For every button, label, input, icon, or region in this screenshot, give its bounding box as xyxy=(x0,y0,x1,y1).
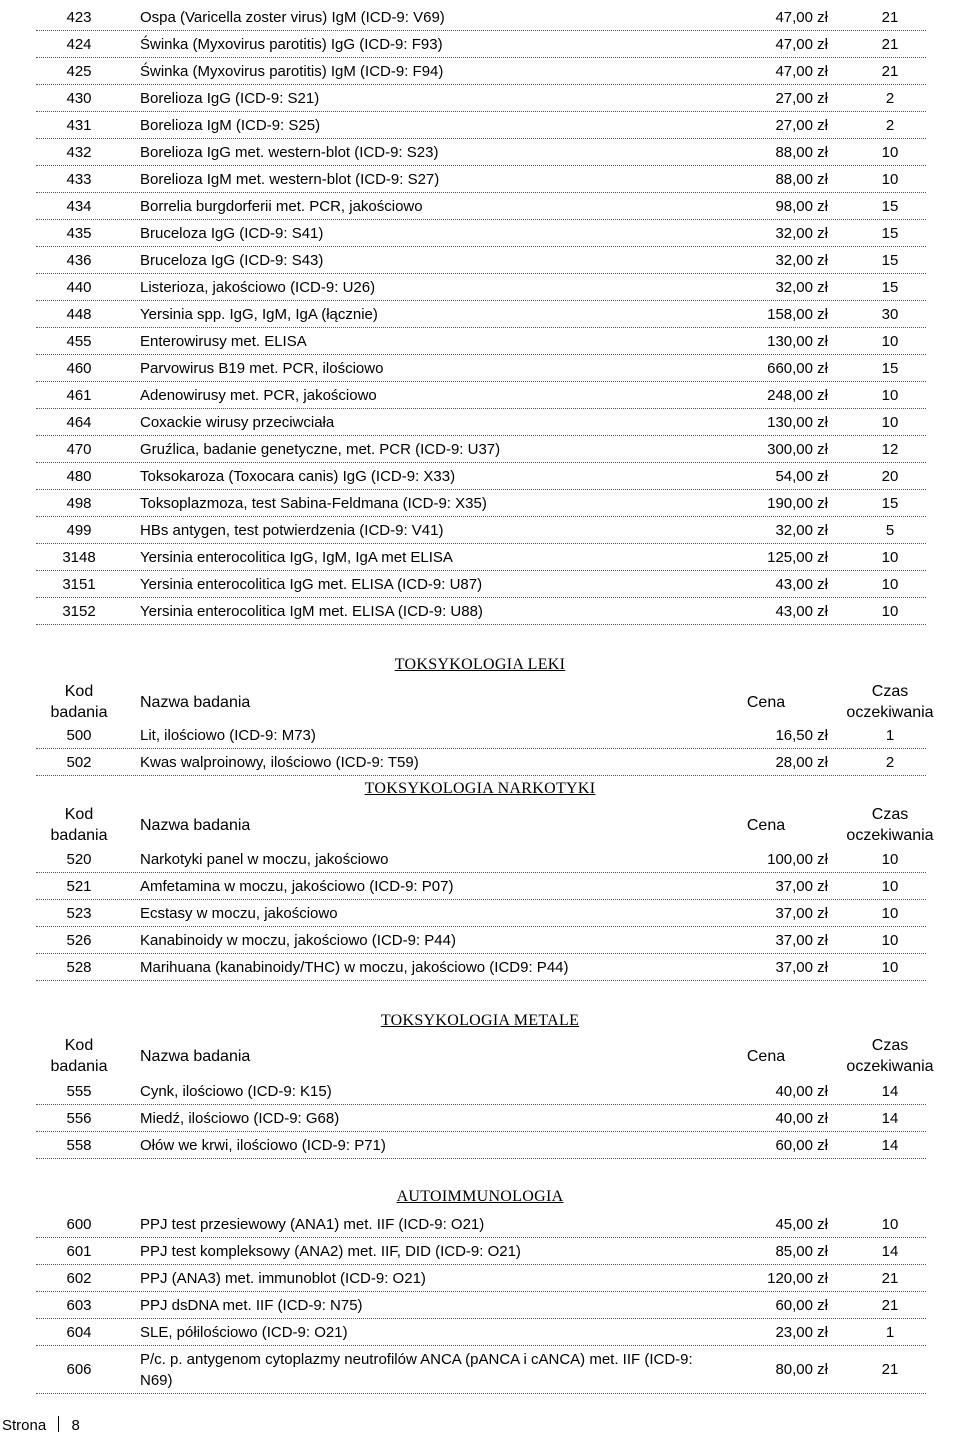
cell-code: 424 xyxy=(66,35,92,53)
cell-name: Borelioza IgM met. western-blot (ICD-9: S27) xyxy=(140,170,440,188)
cell-code: 558 xyxy=(66,1136,92,1154)
table-row xyxy=(36,722,926,749)
table-row xyxy=(36,31,926,58)
cell-price: 158,00 zł xyxy=(767,305,828,323)
cell-time: 5 xyxy=(885,521,895,539)
cell-time: 10 xyxy=(881,413,899,431)
cell-code: 523 xyxy=(66,904,92,922)
cell-time: 21 xyxy=(881,62,899,80)
cell-price: 660,00 zł xyxy=(767,359,828,377)
cell-time: 10 xyxy=(881,904,899,922)
cell-name: PPJ test kompleksowy (ANA2) met. IIF, DID (ICD-9: O21) xyxy=(140,1242,521,1260)
table-header xyxy=(36,803,934,847)
cell-price: 28,00 zł xyxy=(775,753,828,771)
cell-name: Yersinia enterocolitica IgG met. ELISA (ICD-9: U87) xyxy=(140,575,483,593)
cell-price: 98,00 zł xyxy=(775,197,828,215)
cell-name: P/c. p. antygenom cytoplazmy neutrofilów ANCA (pANCA i cANCA) met. IIF (ICD-9: N69) xyxy=(140,1350,693,1389)
cell-time: 14 xyxy=(881,1082,899,1100)
cell-code: 480 xyxy=(66,467,92,485)
cell-name: Cynk, ilościowo (ICD-9: K15) xyxy=(140,1082,332,1100)
cell-name: Listerioza, jakościowo (ICD-9: U26) xyxy=(140,278,376,296)
cell-price: 85,00 zł xyxy=(775,1242,828,1260)
cell-name: Bruceloza IgG (ICD-9: S43) xyxy=(140,251,324,269)
cell-price: 54,00 zł xyxy=(775,467,828,485)
cell-code: 498 xyxy=(66,494,92,512)
cell-name: Świnka (Myxovirus parotitis) IgG (ICD-9: F93) xyxy=(140,35,443,53)
table-row xyxy=(36,1211,926,1238)
cell-price: 37,00 zł xyxy=(775,877,828,895)
header-name: Nazwa badania xyxy=(140,1047,251,1065)
header-price: Cena xyxy=(746,1047,786,1065)
cell-price: 27,00 zł xyxy=(775,89,828,107)
cell-code: 434 xyxy=(66,197,92,215)
test-table-leki xyxy=(36,722,926,776)
cell-time: 10 xyxy=(881,877,899,895)
cell-price: 16,50 zł xyxy=(775,726,828,744)
table-row xyxy=(36,112,926,139)
cell-time: 10 xyxy=(881,958,899,976)
cell-price: 60,00 zł xyxy=(775,1136,828,1154)
cell-name: Yersinia spp. IgG, IgM, IgA (łącznie) xyxy=(140,305,378,323)
table-row xyxy=(36,274,926,301)
header-code: Kod badania xyxy=(50,806,108,844)
cell-price: 40,00 zł xyxy=(775,1109,828,1127)
page-footer xyxy=(2,1416,80,1434)
cell-price: 100,00 zł xyxy=(767,850,828,868)
cell-time: 12 xyxy=(881,440,899,458)
cell-time: 10 xyxy=(881,575,899,593)
cell-code: 602 xyxy=(66,1269,92,1287)
cell-time: 21 xyxy=(881,35,899,53)
cell-name: Borelioza IgG (ICD-9: S21) xyxy=(140,89,320,107)
cell-time: 14 xyxy=(881,1109,899,1127)
cell-time: 1 xyxy=(885,1323,895,1341)
table-row xyxy=(36,328,926,355)
page-number: 8 xyxy=(71,1417,80,1434)
cell-code: 600 xyxy=(66,1215,92,1233)
cell-name: PPJ test przesiewowy (ANA1) met. IIF (ICD-9: O21) xyxy=(140,1215,485,1233)
table-row xyxy=(36,355,926,382)
cell-price: 43,00 zł xyxy=(775,575,828,593)
cell-time: 21 xyxy=(881,1269,899,1287)
header-time: Czas oczekiwania xyxy=(846,1037,934,1075)
cell-price: 37,00 zł xyxy=(775,958,828,976)
table-row xyxy=(36,873,926,900)
cell-code: 603 xyxy=(66,1296,92,1314)
cell-price: 47,00 zł xyxy=(775,62,828,80)
cell-name: Bruceloza IgG (ICD-9: S41) xyxy=(140,224,324,242)
cell-code: 500 xyxy=(66,726,92,744)
cell-time: 10 xyxy=(881,143,899,161)
cell-price: 40,00 zł xyxy=(775,1082,828,1100)
cell-time: 21 xyxy=(881,1296,899,1314)
cell-code: 430 xyxy=(66,89,92,107)
cell-price: 32,00 zł xyxy=(775,251,828,269)
cell-time: 10 xyxy=(881,548,899,566)
table-header xyxy=(36,1034,934,1078)
cell-code: 440 xyxy=(66,278,92,296)
cell-code: 601 xyxy=(66,1242,92,1260)
cell-time: 15 xyxy=(881,224,899,242)
cell-name: Coxackie wirusy przeciwciała xyxy=(140,413,335,431)
cell-code: 499 xyxy=(66,521,92,539)
section-title-autoimmunologia: AUTOIMMUNOLOGIA xyxy=(396,1188,564,1205)
cell-code: 555 xyxy=(66,1082,92,1100)
cell-name: Ospa (Varicella zoster virus) IgM (ICD-9: V69) xyxy=(140,8,445,26)
cell-code: 526 xyxy=(66,931,92,949)
table-row xyxy=(36,490,926,517)
footer-label: Strona xyxy=(2,1417,47,1434)
cell-name: Borrelia burgdorferii met. PCR, jakościowo xyxy=(140,197,423,215)
table-header xyxy=(36,680,934,724)
cell-code: 604 xyxy=(66,1323,92,1341)
table-row xyxy=(36,1265,926,1292)
cell-name: Adenowirusy met. PCR, jakościowo xyxy=(140,386,377,404)
cell-name: Amfetamina w moczu, jakościowo (ICD-9: P07) xyxy=(140,877,454,895)
table-row xyxy=(36,1132,926,1159)
cell-name: HBs antygen, test potwierdzenia (ICD-9: V41) xyxy=(140,521,444,539)
cell-name: Ecstasy w moczu, jakościowo xyxy=(140,904,338,922)
table-row xyxy=(36,1105,926,1132)
table-row xyxy=(36,58,926,85)
cell-code: 521 xyxy=(66,877,92,895)
table-row xyxy=(36,749,926,776)
table-row xyxy=(36,301,926,328)
table-row xyxy=(36,1238,926,1265)
cell-time: 14 xyxy=(881,1136,899,1154)
cell-code: 433 xyxy=(66,170,92,188)
cell-name: Yersinia enterocolitica IgM met. ELISA (ICD-9: U88) xyxy=(140,602,483,620)
cell-name: Toksoplazmoza, test Sabina-Feldmana (ICD-9: X35) xyxy=(140,494,487,512)
cell-code: 3152 xyxy=(62,602,96,620)
cell-code: 556 xyxy=(66,1109,92,1127)
cell-time: 10 xyxy=(881,931,899,949)
table-row xyxy=(36,1292,926,1319)
table-row xyxy=(36,1078,926,1105)
cell-name: Kanabinoidy w moczu, jakościowo (ICD-9: P44) xyxy=(140,931,456,949)
cell-time: 20 xyxy=(881,467,899,485)
table-row xyxy=(36,166,926,193)
cell-price: 45,00 zł xyxy=(775,1215,828,1233)
test-table-metale xyxy=(36,1078,926,1159)
table-row xyxy=(36,382,926,409)
cell-price: 43,00 zł xyxy=(775,602,828,620)
cell-code: 435 xyxy=(66,224,92,242)
cell-code: 436 xyxy=(66,251,92,269)
table-row xyxy=(36,1346,926,1394)
cell-time: 2 xyxy=(885,116,895,134)
cell-time: 15 xyxy=(881,278,899,296)
cell-price: 32,00 zł xyxy=(775,521,828,539)
table-row xyxy=(36,463,926,490)
footer-separator xyxy=(58,1416,59,1432)
cell-name: Miedź, ilościowo (ICD-9: G68) xyxy=(140,1109,340,1127)
cell-time: 10 xyxy=(881,332,899,350)
table-row xyxy=(36,954,926,981)
cell-name: PPJ (ANA3) met. immunoblot (ICD-9: O21) xyxy=(140,1269,426,1287)
cell-code: 461 xyxy=(66,386,92,404)
cell-time: 10 xyxy=(881,602,899,620)
cell-code: 423 xyxy=(66,8,92,26)
cell-time: 10 xyxy=(881,386,899,404)
test-table-narkotyki xyxy=(36,846,926,981)
header-code: Kod badania xyxy=(50,683,108,721)
cell-price: 37,00 zł xyxy=(775,904,828,922)
cell-time: 30 xyxy=(881,305,899,323)
table-row xyxy=(36,598,926,625)
table-row xyxy=(36,139,926,166)
cell-name: Marihuana (kanabinoidy/THC) w moczu, jakościowo (ICD9: P44) xyxy=(140,958,569,976)
cell-name: Enterowirusy met. ELISA xyxy=(140,332,307,350)
table-row xyxy=(36,927,926,954)
cell-price: 125,00 zł xyxy=(767,548,828,566)
cell-price: 248,00 zł xyxy=(767,386,828,404)
table-row xyxy=(36,1319,926,1346)
table-row xyxy=(36,85,926,112)
cell-code: 431 xyxy=(66,116,92,134)
table-row xyxy=(36,517,926,544)
cell-code: 528 xyxy=(66,958,92,976)
cell-code: 520 xyxy=(66,850,92,868)
cell-name: Borelioza IgG met. western-blot (ICD-9: S23) xyxy=(140,143,439,161)
cell-code: 425 xyxy=(66,62,92,80)
cell-name: Toksokaroza (Toxocara canis) IgG (ICD-9: X33) xyxy=(140,467,456,485)
header-name: Nazwa badania xyxy=(140,816,251,834)
cell-name: Ołów we krwi, ilościowo (ICD-9: P71) xyxy=(140,1136,386,1154)
table-row xyxy=(36,193,926,220)
cell-code: 448 xyxy=(66,305,92,323)
cell-time: 10 xyxy=(881,1215,899,1233)
cell-time: 21 xyxy=(881,1361,899,1378)
cell-code: 606 xyxy=(66,1361,92,1378)
cell-name: SLE, półilościowo (ICD-9: O21) xyxy=(140,1323,348,1341)
cell-time: 2 xyxy=(885,89,895,107)
test-table-autoimmunologia xyxy=(36,1211,926,1394)
table-row xyxy=(36,900,926,927)
cell-price: 88,00 zł xyxy=(775,143,828,161)
cell-code: 3148 xyxy=(62,548,96,566)
header-name: Nazwa badania xyxy=(140,693,251,711)
header-time: Czas oczekiwania xyxy=(846,806,934,844)
section-title-toksykologia-narkotyki: TOKSYKOLOGIA NARKOTYKI xyxy=(364,780,596,797)
cell-name: Kwas walproinowy, ilościowo (ICD-9: T59) xyxy=(140,753,419,771)
header-price: Cena xyxy=(746,693,786,711)
cell-name: Lit, ilościowo (ICD-9: M73) xyxy=(140,726,316,744)
cell-time: 10 xyxy=(881,850,899,868)
cell-price: 300,00 zł xyxy=(767,440,828,458)
cell-name: Parvowirus B19 met. PCR, ilościowo xyxy=(140,359,384,377)
cell-time: 14 xyxy=(881,1242,899,1260)
cell-price: 23,00 zł xyxy=(775,1323,828,1341)
cell-name: Narkotyki panel w moczu, jakościowo xyxy=(140,850,389,868)
cell-name: Borelioza IgM (ICD-9: S25) xyxy=(140,116,321,134)
header-time: Czas oczekiwania xyxy=(846,683,934,721)
cell-code: 470 xyxy=(66,440,92,458)
cell-time: 15 xyxy=(881,251,899,269)
section-title-toksykologia-leki: TOKSYKOLOGIA LEKI xyxy=(394,656,566,673)
cell-time: 15 xyxy=(881,197,899,215)
table-row xyxy=(36,846,926,873)
cell-time: 1 xyxy=(885,726,895,744)
cell-price: 80,00 zł xyxy=(775,1361,828,1378)
table-row xyxy=(36,4,926,31)
cell-code: 464 xyxy=(66,413,92,431)
table-row xyxy=(36,409,926,436)
cell-time: 21 xyxy=(881,8,899,26)
cell-price: 130,00 zł xyxy=(767,332,828,350)
cell-price: 47,00 zł xyxy=(775,35,828,53)
test-table-infections xyxy=(36,4,926,625)
cell-price: 190,00 zł xyxy=(767,494,828,512)
table-row xyxy=(36,247,926,274)
cell-name: PPJ dsDNA met. IIF (ICD-9: N75) xyxy=(140,1296,363,1314)
table-row xyxy=(36,571,926,598)
cell-time: 2 xyxy=(885,753,895,771)
cell-code: 502 xyxy=(66,753,92,771)
cell-price: 47,00 zł xyxy=(775,8,828,26)
cell-price: 60,00 zł xyxy=(775,1296,828,1314)
table-row xyxy=(36,220,926,247)
header-price: Cena xyxy=(746,816,786,834)
cell-code: 460 xyxy=(66,359,92,377)
cell-code: 455 xyxy=(66,332,92,350)
cell-time: 10 xyxy=(881,170,899,188)
cell-price: 120,00 zł xyxy=(767,1269,828,1287)
cell-price: 32,00 zł xyxy=(775,224,828,242)
cell-name: Yersinia enterocolitica IgG, IgM, IgA met ELISA xyxy=(140,548,453,566)
table-row xyxy=(36,436,926,463)
cell-name: Gruźlica, badanie genetyczne, met. PCR (ICD-9: U37) xyxy=(140,440,501,458)
cell-price: 130,00 zł xyxy=(767,413,828,431)
cell-name: Świnka (Myxovirus parotitis) IgM (ICD-9: F94) xyxy=(140,62,444,80)
cell-time: 15 xyxy=(881,359,899,377)
cell-price: 37,00 zł xyxy=(775,931,828,949)
cell-code: 432 xyxy=(66,143,92,161)
cell-code: 3151 xyxy=(62,575,96,593)
table-row xyxy=(36,544,926,571)
cell-price: 27,00 zł xyxy=(775,116,828,134)
section-title-toksykologia-metale: TOKSYKOLOGIA METALE xyxy=(380,1012,580,1029)
cell-price: 88,00 zł xyxy=(775,170,828,188)
header-code: Kod badania xyxy=(50,1037,108,1075)
cell-price: 32,00 zł xyxy=(775,278,828,296)
cell-time: 15 xyxy=(881,494,899,512)
